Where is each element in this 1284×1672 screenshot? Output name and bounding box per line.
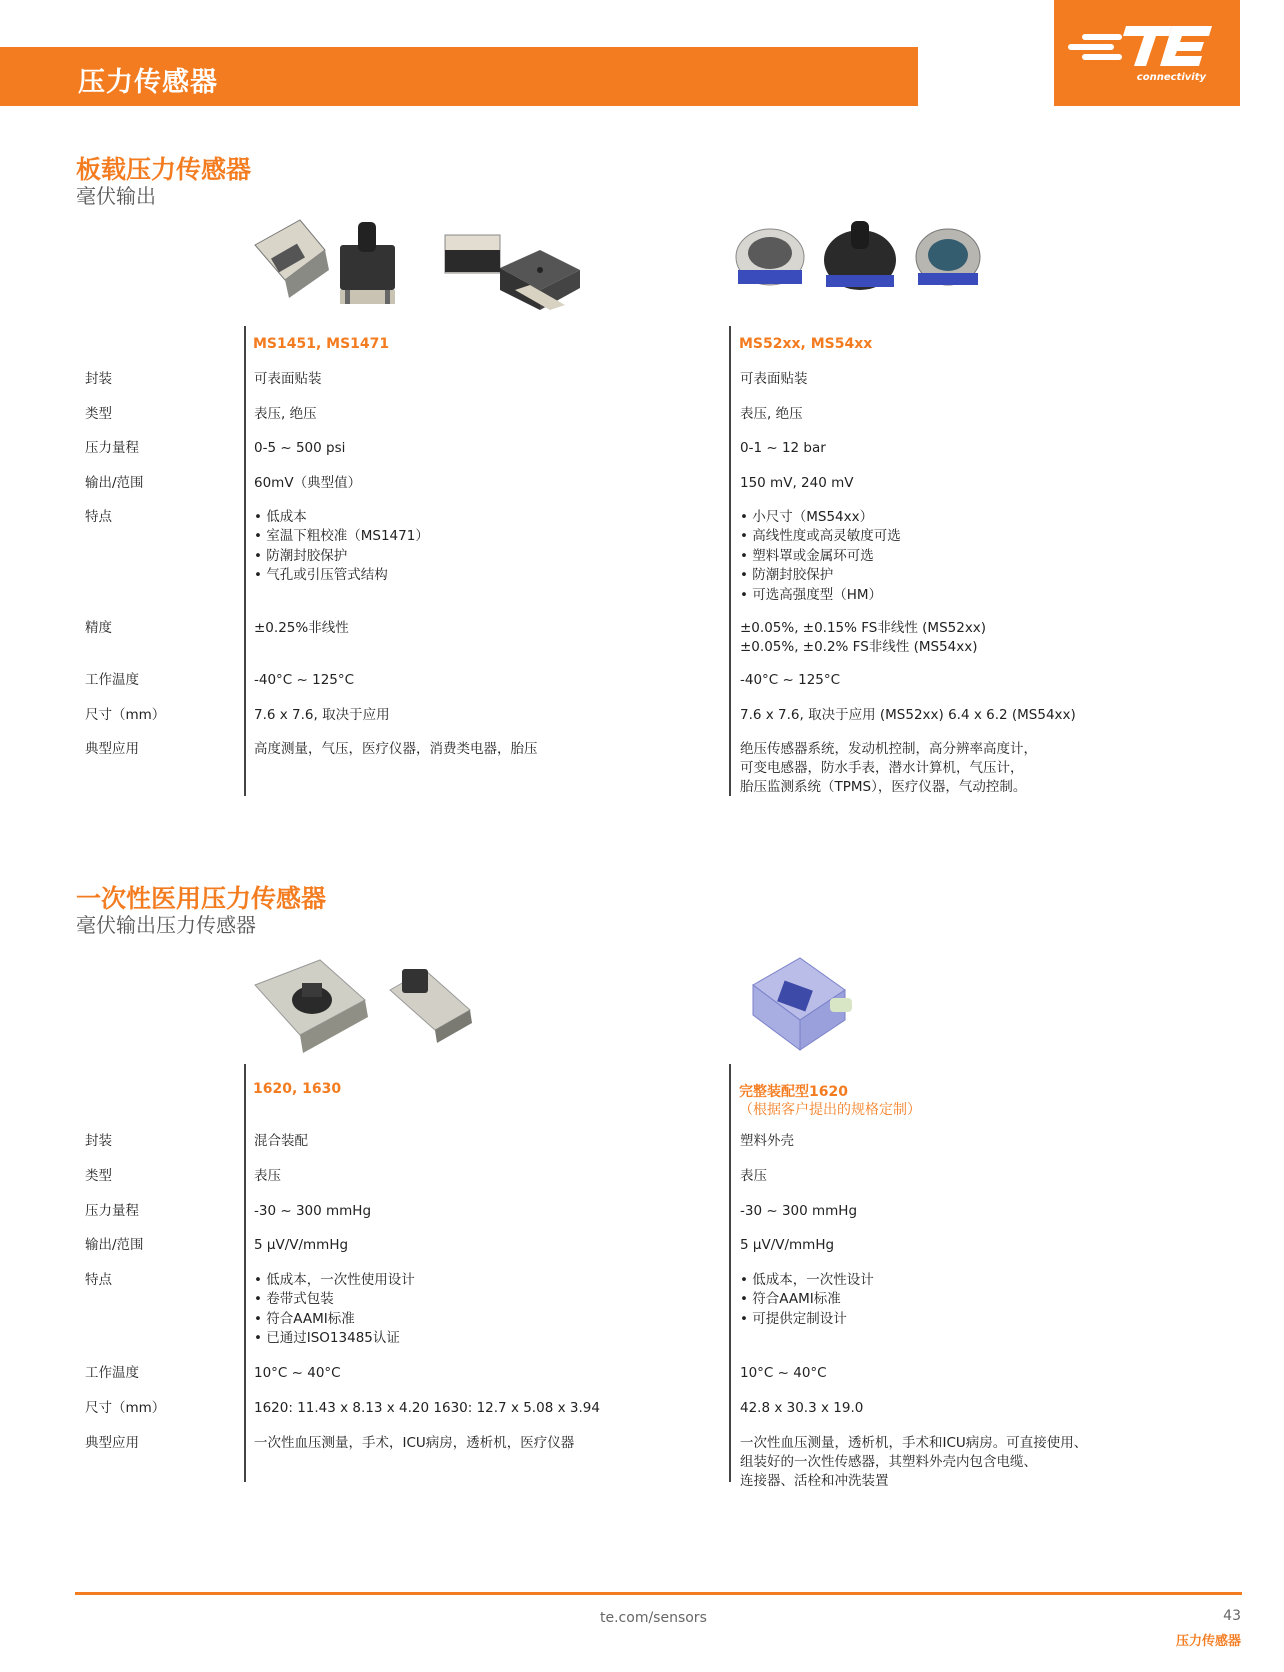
row-label-features: 特点 [85,509,112,525]
product-title-assembled-1620: 完整装配型1620 [739,1084,848,1100]
row-label-accuracy: 精度 [85,620,112,636]
assembled-1620-temp: 10°C ~ 40°C [740,1365,827,1381]
footer-section-name: 压力传感器 [1175,1634,1241,1649]
ms54xx-accuracy: ±0.05%, ±0.2% FS非线性 (MS54xx) [740,639,978,655]
row-label-range: 压力量程 [85,440,139,456]
row-label-output: 输出/范围 [85,475,144,491]
assembled-1620-type: 表压 [740,1168,767,1184]
section-subtitle-onboard: 毫伏输出 [76,184,156,208]
ms52xx-feature: • 防潮封胶保护 [740,567,834,583]
assembled-1620-feature: • 可提供定制设计 [740,1311,847,1327]
1620-feature: • 已通过ISO13485认证 [254,1330,400,1346]
ms52xx-apps: 胎压监测系统（TPMS），医疗仪器，气动控制。 [740,779,1027,795]
ms52xx-package: 可表面贴装 [740,371,808,387]
column-divider [244,1064,246,1482]
row-label-type: 类型 [85,1168,112,1184]
1620-type: 表压 [254,1168,281,1184]
assembled-1620-apps: 组装好的一次性传感器，其塑料外壳内包含电缆、 [740,1454,1037,1470]
ms52xx-type: 表压, 绝压 [740,406,803,422]
ms1451-feature: • 低成本 [254,509,307,525]
1620-range: -30 ~ 300 mmHg [254,1203,372,1219]
section-subtitle-medical: 毫伏输出压力传感器 [76,913,256,937]
row-label-size: 尺寸（mm） [85,707,166,723]
1620-apps: 一次性血压测量，手术，ICU病房，透析机，医疗仪器 [254,1435,575,1451]
assembled-1620-product-image [745,950,860,1060]
1620-feature: • 卷带式包装 [254,1291,334,1307]
assembled-1620-feature: • 低成本，一次性设计 [740,1272,874,1288]
ms1451-feature: • 防潮封胶保护 [254,548,348,564]
column-divider [729,1064,731,1482]
assembled-1620-range: -30 ~ 300 mmHg [740,1203,858,1219]
1620-size: 1620: 11.43 x 8.13 x 4.20 1630: 12.7 x 5.08 x 3.94 [254,1400,600,1416]
ms52xx-feature: • 塑料罩或金属环可选 [740,548,874,564]
ms1451-size: 7.6 x 7.6, 取决于应用 [254,707,390,723]
ms1451-apps: 高度测量，气压，医疗仪器，消费类电器，胎压 [254,741,538,757]
ms52xx-range: 0-1 ~ 12 bar [740,440,826,456]
column-divider [729,326,731,796]
1620-product-image [250,955,480,1055]
footer-divider [75,1592,1242,1595]
row-label-apps: 典型应用 [85,741,139,757]
product-subtitle-assembled-1620: （根据客户提出的规格定制） [739,1102,921,1118]
page-title: 压力传感器 [78,67,218,98]
section-title-medical: 一次性医用压力传感器 [76,884,327,913]
ms52xx-accuracy: ±0.05%, ±0.15% FS非线性 (MS52xx) [740,620,987,636]
assembled-1620-feature: • 符合AAMI标准 [740,1291,841,1307]
row-label-apps: 典型应用 [85,1435,139,1451]
row-label-features: 特点 [85,1272,112,1288]
ms52xx-feature: • 可选高强度型（HM） [740,587,883,603]
row-label-range: 压力量程 [85,1203,139,1219]
ms52xx-apps: 绝压传感器系统，发动机控制，高分辨率高度计， [740,741,1037,757]
ms52xx-apps: 可变电感器，防水手表，潜水计算机，气压计， [740,760,1024,776]
ms52xx-feature: • 小尺寸（MS54xx） [740,509,874,525]
1620-package: 混合装配 [254,1133,308,1149]
row-label-temp: 工作温度 [85,672,139,688]
1620-feature: • 低成本，一次性使用设计 [254,1272,415,1288]
assembled-1620-output: 5 μV/V/mmHg [740,1237,835,1253]
ms1451-output: 60mV（典型值） [254,475,362,491]
row-label-size: 尺寸（mm） [85,1400,166,1416]
page-number: 43 [1223,1608,1241,1624]
ms52xx-size: 7.6 x 7.6, 取决于应用 (MS52xx) 6.4 x 6.2 (MS54xx) [740,707,1076,723]
te-logo-mark-icon [1068,22,1214,68]
ms1451-temp: -40°C ~ 125°C [254,672,355,688]
ms1451-accuracy: ±0.25%非线性 [254,620,349,636]
row-label-output: 输出/范围 [85,1237,144,1253]
ms52xx-temp: -40°C ~ 125°C [740,672,841,688]
footer-url-link[interactable]: te.com/sensors [600,1610,707,1626]
row-label-package: 封装 [85,371,112,387]
assembled-1620-package: 塑料外壳 [740,1133,794,1149]
ms1451-feature: • 室温下粗校准（MS1471） [254,528,429,544]
ms1451-range: 0-5 ~ 500 psi [254,440,346,456]
ms1451-product-image [245,210,590,325]
section-title-onboard: 板载压力传感器 [76,155,252,184]
row-label-package: 封装 [85,1133,112,1149]
product-title-ms52xx: MS52xx, MS54xx [739,336,873,352]
ms52xx-feature: • 高线性度或高灵敏度可选 [740,528,901,544]
product-title-ms1451: MS1451, MS1471 [253,336,390,352]
assembled-1620-size: 42.8 x 30.3 x 19.0 [740,1400,864,1416]
ms1451-package: 可表面贴装 [254,371,322,387]
ms1451-feature: • 气孔或引压管式结构 [254,567,388,583]
1620-feature: • 符合AAMI标准 [254,1311,355,1327]
assembled-1620-apps: 一次性血压测量，透析机，手术和ICU病房。可直接使用、 [740,1435,1088,1451]
column-divider [244,326,246,796]
logo-subtitle: connectivity [1136,72,1206,83]
1620-temp: 10°C ~ 40°C [254,1365,341,1381]
te-logo [1054,0,1240,106]
ms52xx-product-image [730,215,990,305]
assembled-1620-apps: 连接器、活栓和冲洗装置 [740,1473,889,1489]
1620-output: 5 μV/V/mmHg [254,1237,349,1253]
product-title-1620: 1620, 1630 [253,1081,342,1097]
ms52xx-output: 150 mV, 240 mV [740,475,854,491]
row-label-temp: 工作温度 [85,1365,139,1381]
row-label-type: 类型 [85,406,112,422]
ms1451-type: 表压, 绝压 [254,406,317,422]
